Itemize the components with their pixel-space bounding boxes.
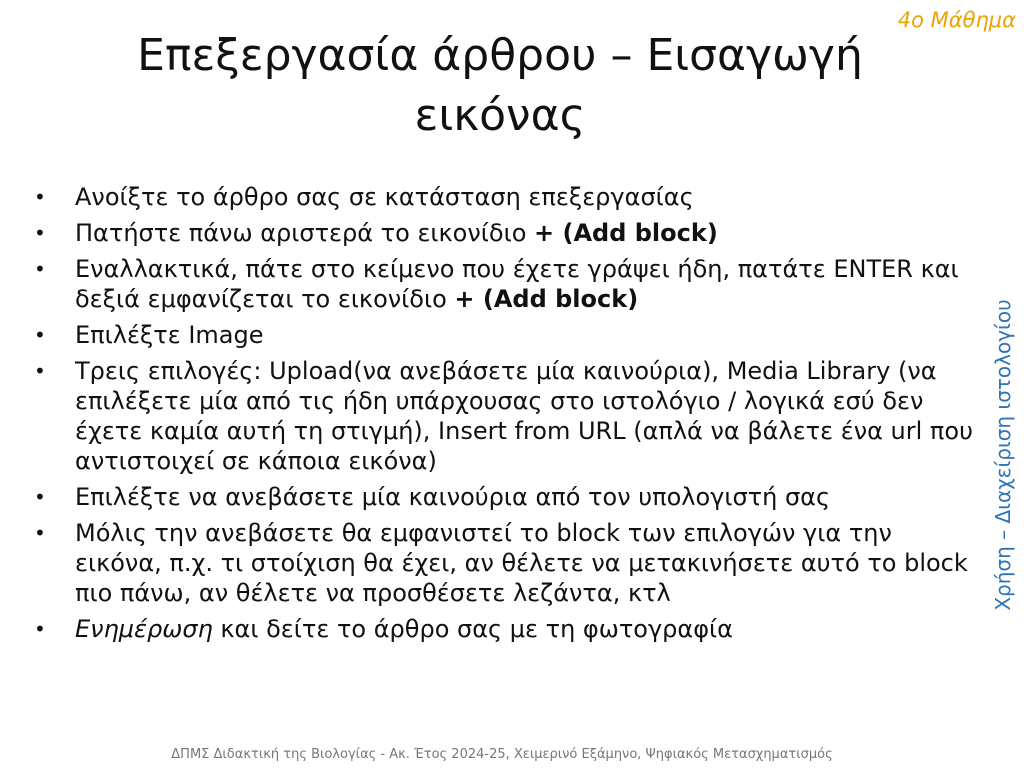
lesson-tag: 4ο Μάθημα — [897, 8, 1016, 32]
bullet-item — [34, 518, 974, 608]
bullet-text-segment: Εναλλακτικά, πάτε στο κείμενο που έχετε γράψει ήδη, πατάτε ENTER και δεξιά εμφανίζεται το εικονίδιο — [75, 255, 959, 313]
bullet-item — [34, 182, 974, 212]
bullet-text-segment: Ενημέρωση — [75, 615, 213, 643]
bullet-text-segment: + (Add block) — [534, 219, 718, 247]
bullet-text-segment: Μόλις την ανεβάσετε θα εμφανιστεί το block των επιλογών για την εικόνα, π.χ. τι στοίχιση θα έχει, αν θέλετε να μετακινήσετε αυτό το block πιο πάνω, αν θέλετε να προσθέσετε λεζάντα, κτλ — [75, 519, 968, 607]
bullet-text-segment: Τρεις επιλογές: Upload(να ανεβάσετε μία καινούρια), Media Library (να επιλέξετε μία από τις ήδη υπάρχουσας στο ιστολόγιο / λογικά εσύ δεν έχετε καμία αυτή τη στιγμή), Insert from URL (απλά να βάλετε ένα url που αντιστοιχεί σε κάποια εικόνα) — [75, 357, 973, 475]
bullet-dot: • — [34, 185, 46, 209]
bullet-dot: • — [34, 485, 46, 509]
bullet-item — [34, 320, 974, 350]
bullet-item — [34, 254, 974, 314]
bullet-text-segment: Πατήστε πάνω αριστερά το εικονίδιο — [75, 219, 535, 247]
bullet-dot: • — [34, 323, 46, 347]
side-label: Χρήση – Διαχείριση ιστολογίου — [991, 299, 1015, 611]
footer: ΔΠΜΣ Διδακτική της Βιολογίας - Ακ. Έτος 2024-25, Χειμερινό Εξάμηνο, Ψηφιακός Μετασχηματισμός — [171, 747, 833, 762]
bullet-item — [34, 356, 974, 476]
bullet-item — [34, 218, 974, 248]
bullet-dot: • — [34, 521, 46, 545]
bullet-text-segment: Επιλέξτε Image — [75, 321, 264, 349]
slide-title: Επεξεργασία άρθρου – Εισαγωγή εικόνας — [137, 30, 863, 141]
bullet-item — [34, 482, 974, 512]
bullet-dot: • — [34, 257, 46, 281]
bullet-item — [34, 614, 974, 644]
bullet-dot: • — [34, 617, 46, 641]
bullet-text-segment: και δείτε το άρθρο σας με τη φωτογραφία — [212, 615, 733, 643]
bullet-dot: • — [34, 221, 46, 245]
bullet-text-segment: + (Add block) — [454, 285, 639, 313]
bullet-text-segment: Επιλέξτε να ανεβάσετε μία καινούρια από τον υπολογιστή σας — [75, 483, 831, 511]
bullet-list — [34, 182, 974, 650]
bullet-dot: • — [34, 359, 46, 383]
bullet-text-segment: Ανοίξτε το άρθρο σας σε κατάσταση επεξεργασίας — [75, 183, 694, 211]
